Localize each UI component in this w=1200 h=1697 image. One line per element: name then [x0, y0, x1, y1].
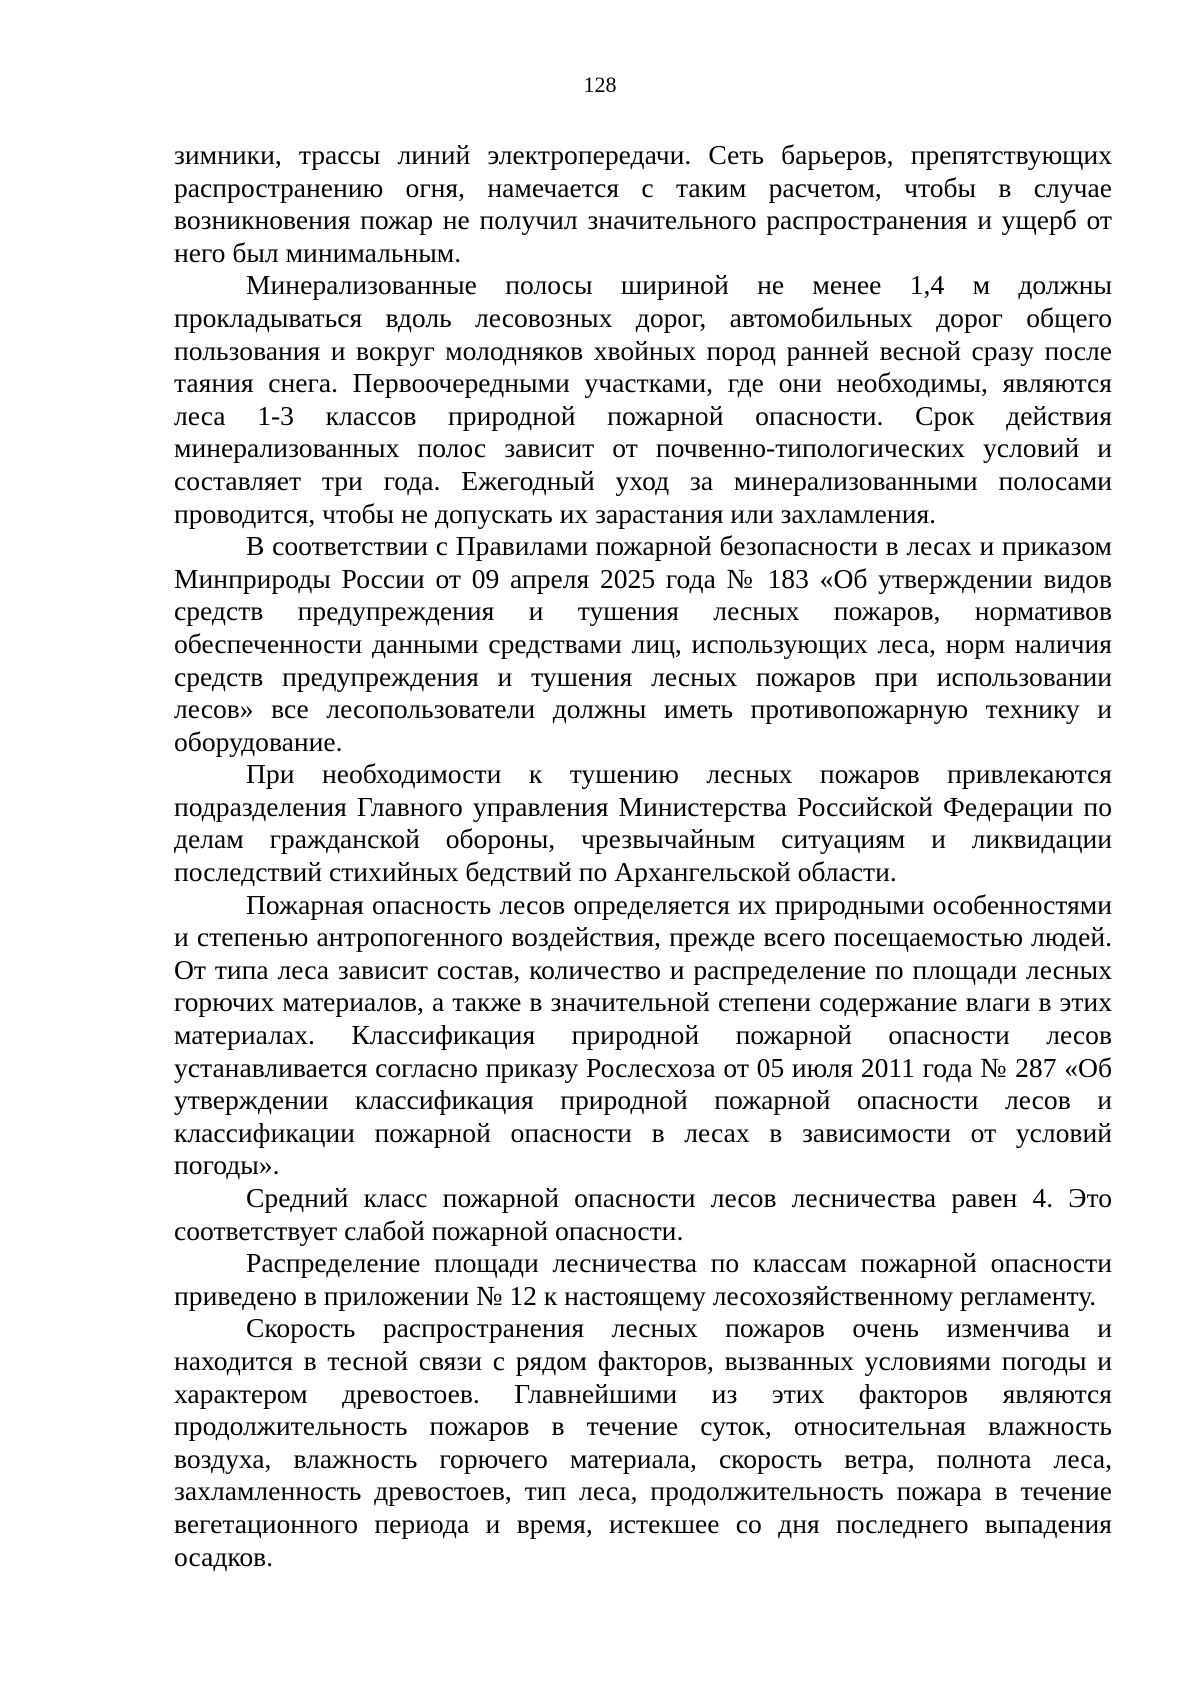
paragraph-fire-safety-rules: В соответствии с Правилами пожарной безопасности в лесах и приказом Минприроды России от 09 апреля 2025 года № 183 «Об утверждении видов средств предупреждения и тушения лесных пожаров, нормативов обеспеченности данными средствами лиц, использующих леса, норм наличия средств предупреждения и тушения лесных пожаров при использовании лесов» все лесопользователи должны иметь противопожарную технику и оборудование.: [174, 530, 1112, 757]
page-number: 128: [583, 72, 617, 97]
paragraph-fire-spread-factors: Скорость распространения лесных пожаров очень изменчива и находится в тесной связи с рядом факторов, вызванных условиями погоды и характером древостоев. Главнейшими из этих факторов являются продолжительность пожаров в течение суток, относительная влажность воздуха, влажность горючего материала, скорость ветра, полнота леса, захламленность древостоев, тип леса, продолжительность пожара в течение вегетационного периода и время, истекшее со дня последнего выпадения осадков.: [174, 1312, 1112, 1572]
paragraph-fire-danger-classification: Пожарная опасность лесов определяется их природными особенностями и степенью антропогенного воздействия, прежде всего посещаемостью людей. От типа леса зависит состав, количество и распределение по площади лесных горючих материалов, а также в значительной степени содержание влаги в этих материалах. Классификация природной пожарной опасности лесов устанавливается согласно приказу Рослесхоза от 05 июля 2011 года № 287 «Об утверждении классификация природной пожарной опасности лесов и классификации пожарной опасности в лесах в зависимости от условий погоды».: [174, 888, 1112, 1181]
paragraph-emergency-units: При необходимости к тушению лесных пожаров привлекаются подразделения Главного управления Министерства Российской Федерации по делам гражданской обороны, чрезвычайным ситуациям и ликвидации последствий стихийных бедствий по Архангельской области.: [174, 758, 1112, 888]
paragraph-mineralized-strips: Минерализованные полосы шириной не менее 1,4 м должны прокладываться вдоль лесовозных дорог, автомобильных дорог общего пользования и вокруг молодняков хвойных пород ранней весной сразу после таяния снега. Первоочередными участками, где они необходимы, являются леса 1-3 классов природной пожарной опасности. Срок действия минерализованных полос зависит от почвенно-типологических условий и составляет три года. Ежегодный уход за минерализованными полосами проводится, чтобы не допускать их зарастания или захламления.: [174, 269, 1112, 529]
paragraph-average-class: Средний класс пожарной опасности лесов лесничества равен 4. Это соответствует слабой пожарной опасности.: [174, 1182, 1112, 1246]
paragraph-area-distribution: Распределение площади лесничества по классам пожарной опасности приведено в приложении № 12 к настоящему лесохозяйственному регламенту.: [174, 1247, 1112, 1311]
document-body: [174, 139, 1112, 1573]
paragraph-continued: зимники, трассы линий электропередачи. Сеть барьеров, препятствующих распространению огня, намечается с таким расчетом, чтобы в случае возникновения пожар не получил значительного распространения и ущерб от него был минимальным.: [174, 139, 1112, 268]
